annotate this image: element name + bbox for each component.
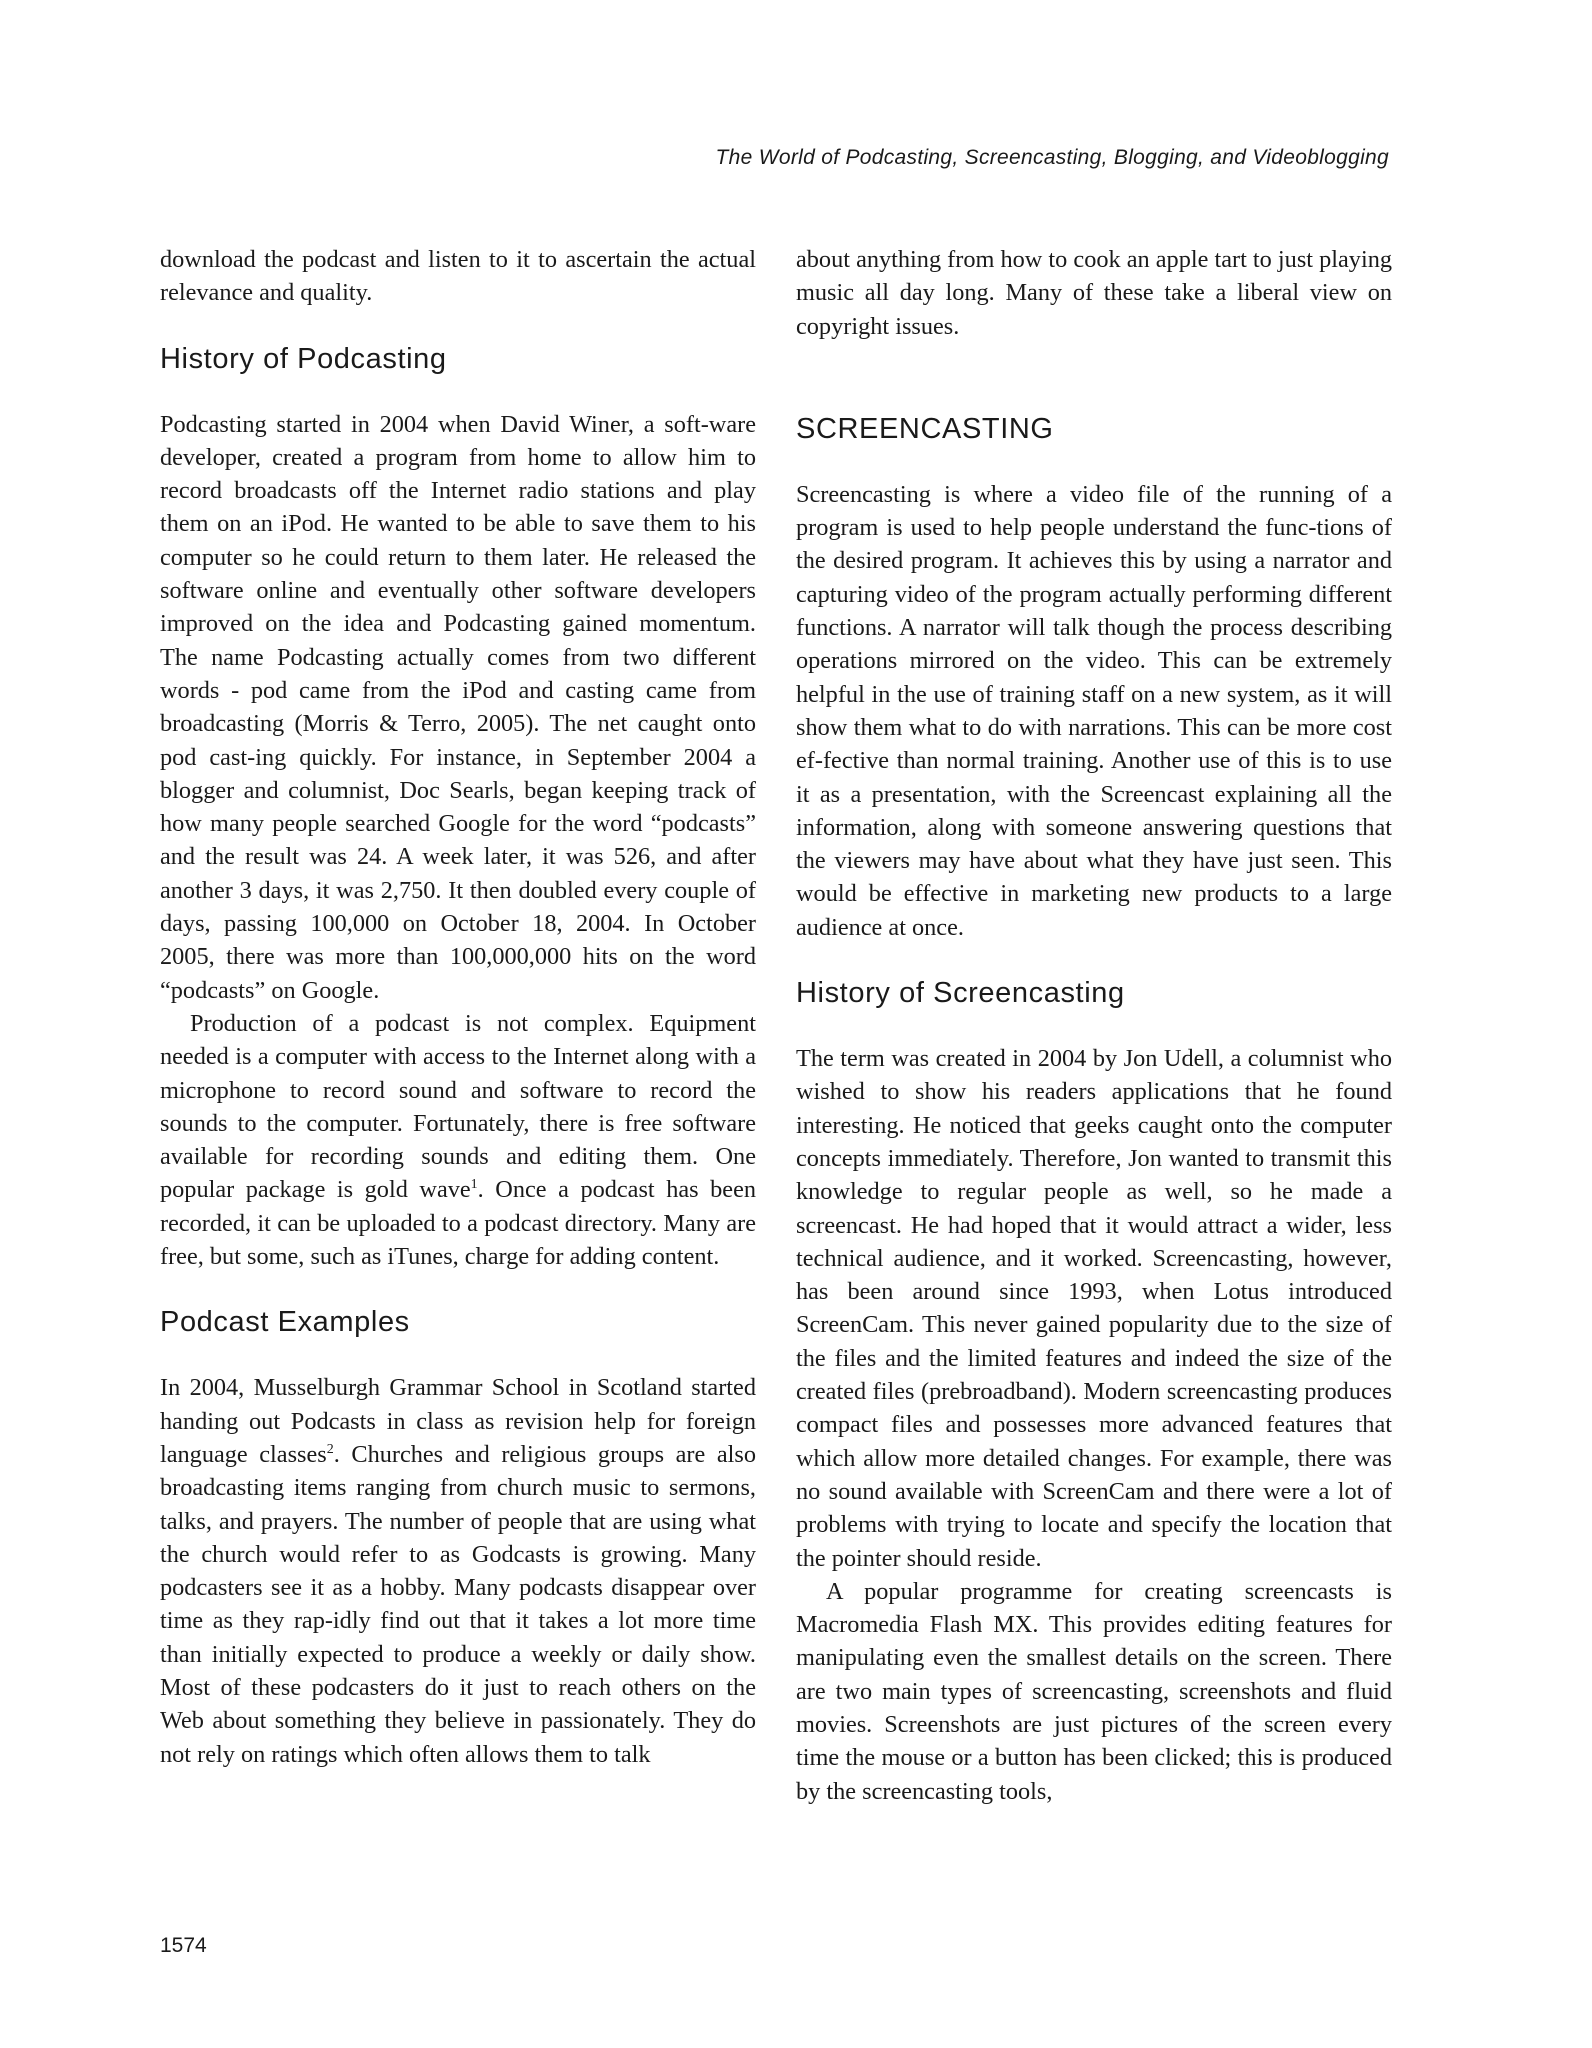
continued-paragraph: about anything from how to cook an apple tart to just playing music all day long. Many of these take a liberal view on copyright issues.	[796, 246, 1392, 340]
history-podcasting-paragraph-1: Podcasting started in 2004 when David Winer, a soft-ware developer, created a program from home to allow him to record broadcasts off the Internet radio stations and play them on an iPod. He wanted to be able to save them to his computer so he could return to them later. He released the software online and eventually other software developers improved on the idea and Podcasting gained momentum. The name Podcasting actually comes from two different words - pod came from the iPod and casting came from broadcasting (Morris & Terro, 2005). The net caught onto pod cast-ing quickly. For instance, in September 2004 a blogger and columnist, Doc Searls, began keeping track of how many people searched Google for the word “podcasts” and the result was 24. A week later, it was 526, and after another 3 days, it was 2,750. It then doubled every couple of days, passing 100,000 on October 18, 2004. In October 2005, there was more than 100,000,000 hits on the word “podcasts” on Google.	[160, 410, 756, 1004]
page-number: 1574	[160, 1934, 207, 1957]
running-header: The World of Podcasting, Screencasting, Blogging, and Videoblogging	[715, 146, 1389, 169]
history-podcasting-p2-text-a: Production of a podcast is not complex. Equipment needed is a computer with access to the Internet along with a microphone to record sound and software to record the sounds to the computer. Fortunately, there is free software available for recording sounds and editing them. One popular package is gold wave	[160, 1009, 756, 1204]
right-column	[796, 243, 1392, 1808]
intro-paragraph: download the podcast and listen to it to ascertain the actual relevance and quality.	[160, 246, 756, 307]
history-podcasting-paragraph-2	[160, 1007, 756, 1273]
history-screencasting-paragraph-2: A popular programme for creating screencasts is Macromedia Flash MX. This provides editing features for manipulating even the smallest details on the screen. There are two main types of screencasting, screenshots and fluid movies. Screenshots are just pictures of the screen every time the mouse or a button has been clicked; this is produced by the screencasting tools,	[796, 1577, 1392, 1805]
podcast-examples-heading: Podcast Examples	[160, 1306, 410, 1339]
podcast-examples-text-a: In 2004, Musselburgh Grammar School in Scotland started handing out Podcasts in class as revision help for foreign language classes	[160, 1374, 756, 1468]
history-podcasting-heading: History of Podcasting	[160, 342, 447, 375]
screencasting-paragraph: Screencasting is where a video file of the running of a program is used to help people understand the func-tions of the desired program. It achieves this by using a narrator and capturing video of the program actually performing different functions. A narrator will talk though the process describing operations mirrored on the video. This can be extremely helpful in the use of training staff on a new system, as it will show them what to do with narrations. This can be more cost ef-fective than normal training. Another use of this is to use it as a presentation, with the Screencast explaining all the information, along with someone answering questions that the viewers may have about what they have just seen. This would be effective in marketing new products to a large audience at once.	[796, 480, 1392, 941]
history-screencasting-heading: History of Screencasting	[796, 977, 1125, 1010]
footnote-marker-2: 2	[326, 1441, 334, 1457]
left-column	[160, 243, 756, 1771]
history-screencasting-paragraph-1: The term was created in 2004 by Jon Udell, a columnist who wished to show his readers applications that he found interesting. He noticed that geeks caught onto the computer concepts immediately. Therefore, Jon wanted to transmit this knowledge to regular people as well, so he made a screencast. He had hoped that it would attract a wider, less technical audience, and it worked. Screencasting, however, has been around since 1993, when Lotus introduced ScreenCam. This never gained popularity due to the size of the files and the limited features and indeed the size of the created files (prebroadband). Modern screencasting produces compact files and possesses more advanced features that which allow more detailed changes. For example, there was no sound available with ScreenCam and there were a lot of problems with trying to locate and specify the location that the pointer should reside.	[796, 1045, 1392, 1572]
podcast-examples-text-b: . Churches and religious groups are also broadcasting items ranging from church music to sermons, talks, and prayers. The number of people that are using what the church would refer to as Godcasts is growing. Many podcasters see it as a hobby. Many podcasts disappear over time as they rap-idly find out that it takes a lot more time than initially expected to produce a weekly or daily show. Most of these podcasters do it just to reach others on the Web about something they believe in passionately. They do not rely on ratings which often allows them to talk	[160, 1440, 756, 1768]
podcast-examples-paragraph	[160, 1371, 756, 1771]
history-podcasting-p2-text-b: . Once a podcast has been recorded, it can be uploaded to a podcast directory. Many are free, but some, such as iTunes, charge for adding content.	[160, 1176, 757, 1271]
footnote-marker-1: 1	[470, 1177, 478, 1193]
screencasting-heading: SCREENCASTING	[796, 412, 1054, 445]
